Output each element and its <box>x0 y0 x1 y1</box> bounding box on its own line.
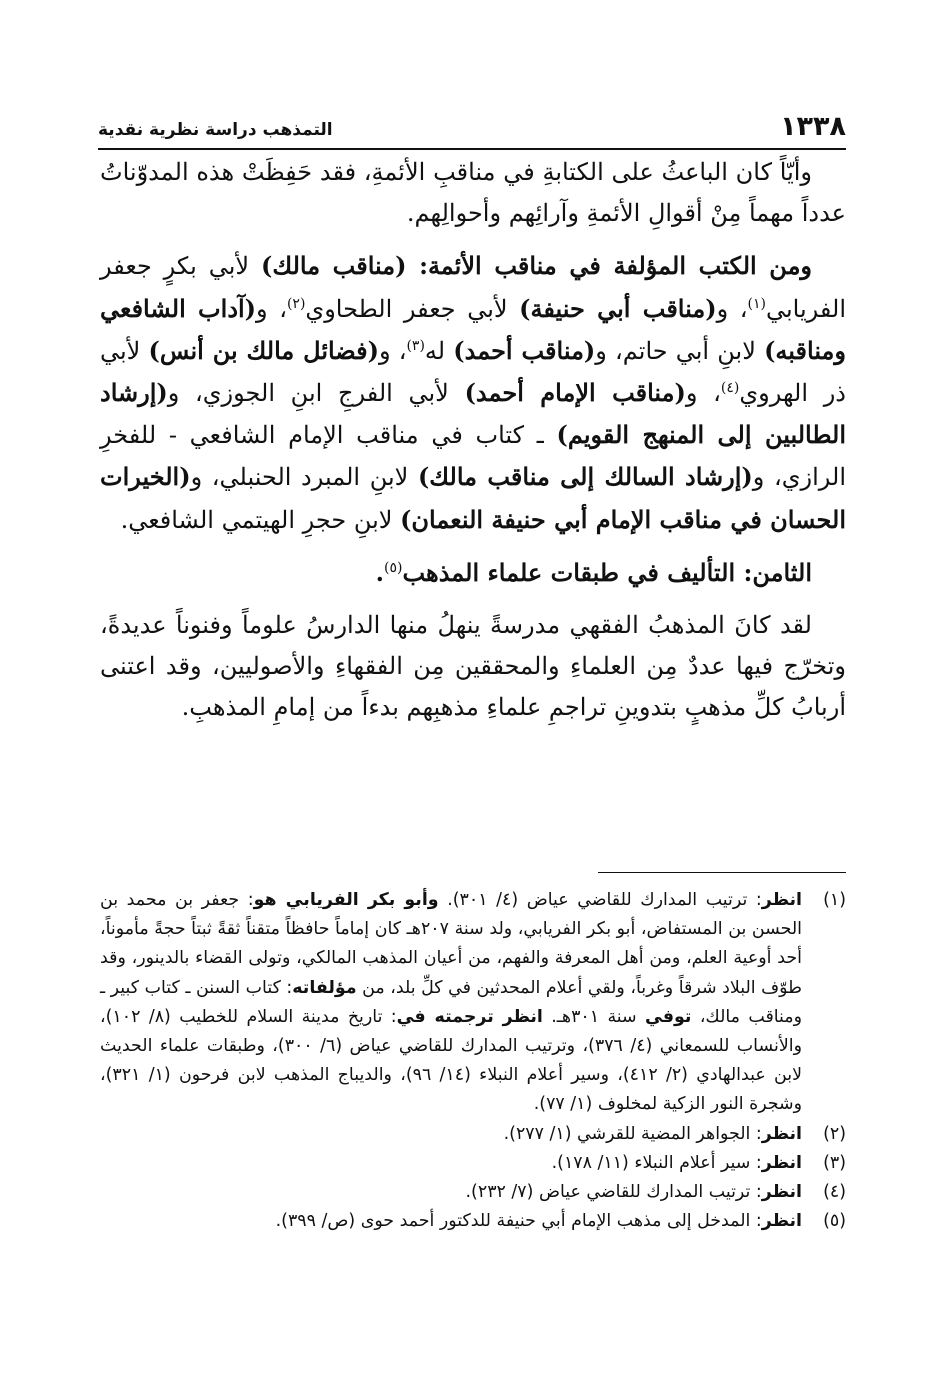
text-run: انظر <box>761 1182 802 1203</box>
footnote-text <box>100 1120 802 1149</box>
text-run: مؤلفاته <box>292 977 357 998</box>
text-run: : كتاب السنن ـ كتاب كبير ـ ومناقب مالك، <box>100 977 803 1027</box>
footnote-number: (١) <box>823 890 846 910</box>
footnote-1 <box>100 886 846 1120</box>
footnotes <box>100 886 846 1236</box>
text-run: : تاريخ مدينة السلام للخطيب (٨/ ١٠٢)، والأنساب للسمعاني (٤/ ٣٧٦)، وترتيب المدارك للقاضي عياض (٦/ ٣٠٠)، وطبقات علماء الحديث لابن عبدالهادي (٢/ ٤١٢)، وسير أعلام النبلاء (١٤/ ٩٦)، والديباج المذهب لابن فرحون (١/ ٣٢١)، وشجرة النور الزكية لمخلوف (١/ ٧٧). <box>100 1006 803 1115</box>
footnote-divider <box>598 872 846 873</box>
paragraph-1: وأيّاً كان الباعثُ على الكتابةِ في مناقبِ الأئمةِ، فقد حَفِظَتْ هذه المدوّناتُ عدداً مهماً مِنْ أقوالِ الأئمةِ وآرائِهم وأحوالِهم. <box>100 158 846 228</box>
book-title: (إرشاد الطالبين إلى المنهج القويم) <box>100 378 847 450</box>
text-run: انظر <box>761 1123 802 1144</box>
book-title: (مناقب أبي حنيفة) <box>519 293 717 323</box>
paragraph-2-lead: ومن الكتب المؤلفة في مناقب الأئمة: (مناقب مالك) <box>261 251 813 281</box>
footnote-ref-2[interactable]: (٢) <box>286 295 306 312</box>
footnote-text <box>100 1178 802 1207</box>
footnote-ref-4[interactable]: (٤) <box>720 380 740 397</box>
footnote-text <box>100 1149 802 1178</box>
footnote-number: (٤) <box>823 1182 846 1203</box>
book-title: (الخيرات الحسان في مناقب الإمام أبي حنيفة النعمان) <box>100 462 846 534</box>
text-run: ـ كتاب في مناقب الإمام الشافعي - للفخرِ الرازي، و <box>100 421 846 492</box>
section-heading-8 <box>100 552 846 594</box>
footnote-3 <box>100 1149 846 1178</box>
text-run: لأبي جعفر الطحاوي <box>305 294 520 323</box>
text-run: لابنِ أبي حاتم، و <box>595 336 765 365</box>
footnote-ref-5[interactable]: (٥) <box>384 559 403 576</box>
text-run: لابنِ المبرد الحنبلي، و <box>190 463 418 492</box>
text-run: انظر <box>761 1152 802 1173</box>
text-run: لابنِ حجرِ الهيتمي الشافعي. <box>120 505 401 534</box>
footnote-5 <box>100 1207 846 1236</box>
text-run: : جعفر بن محمد بن الحسن بن المستفاض، أبو بكر الفريابي، ولد سنة ٢٠٧هـ كان إماماً حافظاً متقناً ثقةً ثبتاً حجةً مأموناً، أحد أوعية العلم، ومن أهل المعرفة والفهم، من أعيان المذهب المالكي، وتولى القضاء بالدينور، وقد طوّف البلاد شرقاً وغرباً، ولقي أعلام المحدثين في كلِّ بلد، من <box>100 890 802 998</box>
text-run: . <box>375 557 385 587</box>
text-run: له <box>424 336 454 365</box>
book-title: (آداب الشافعي ومناقبه) <box>100 293 846 365</box>
text-run: لأبي الفرجِ ابنِ الجوزي، و <box>167 379 465 408</box>
text-run: ، و <box>685 379 721 408</box>
text-run: لأبي ذر الهروي <box>100 336 846 408</box>
text-run: انظر <box>761 1211 802 1232</box>
footnote-number: (٢) <box>823 1123 846 1144</box>
book-title: (مناقب الإمام أحمد) <box>464 378 686 408</box>
book-title: (فضائل مالك بن أنس) <box>148 335 379 365</box>
text-run: : الجواهر المضية للقرشي (١/ ٢٧٧). <box>503 1123 762 1144</box>
text-run: توفي <box>645 1006 692 1027</box>
text-run: انظر ترجمته في <box>396 1006 543 1027</box>
paragraph-2 <box>100 245 846 540</box>
book-title: (إرشاد السالك إلى مناقب مالك) <box>417 462 753 492</box>
text-run: : ترتيب المدارك للقاضي عياض (٤/ ٣٠١). <box>438 890 762 910</box>
paragraph-3: لقد كانَ المذهبُ الفقهي مدرسةً ينهلُ منها الدارسُ علوماً وفنوناً عديدةً، وتخرّج فيها عددٌ مِن العلماءِ والمحققين مِن الفقهاءِ والأصوليين، وقد اعتنى أربابُ كلِّ مذهبٍ بتدوينِ تراجمِ علماءِ مذهبِهم بدءاً من إمامِ المذهبِ. <box>100 611 846 722</box>
running-title: التمذهب دراسة نظرية نقدية <box>98 120 333 140</box>
footnote-ref-1[interactable]: (١) <box>747 295 766 312</box>
page-header <box>98 108 846 150</box>
text-run: انظر <box>761 890 803 910</box>
footnote-number: (٣) <box>823 1152 846 1173</box>
text-run: لأبي بكرٍ جعفر الفريابي <box>100 252 846 323</box>
text-run: : ترتيب المدارك للقاضي عياض (٧/ ٢٣٢). <box>465 1182 762 1203</box>
footnote-2 <box>100 1120 846 1149</box>
section-heading-text: الثامن: التأليف في طبقات علماء المذهب <box>402 557 812 587</box>
footnote-number: (٥) <box>823 1211 846 1232</box>
text-run: ، و <box>378 336 407 365</box>
text-run: ، و <box>256 294 287 323</box>
footnote-ref-3[interactable]: (٣) <box>406 337 425 354</box>
text-run: ، و <box>716 294 748 323</box>
page-number: ١٣٣٨ <box>780 111 846 142</box>
footnote-text <box>100 886 802 1120</box>
main-text <box>100 152 846 740</box>
footnote-4 <box>100 1178 846 1207</box>
footnote-text <box>100 1207 802 1236</box>
text-run: : المدخل إلى مذهب الإمام أبي حنيفة للدكتور أحمد حوى (ص/ ٣٩٩). <box>275 1211 762 1232</box>
book-title: (مناقب أحمد) <box>453 335 596 365</box>
text-run: سنة ٣٠١هـ. <box>542 1006 646 1027</box>
text-run: : سير أعلام النبلاء (١١/ ١٧٨). <box>551 1152 762 1173</box>
text-run: وأبو بكر الفريابي هو <box>253 890 439 910</box>
